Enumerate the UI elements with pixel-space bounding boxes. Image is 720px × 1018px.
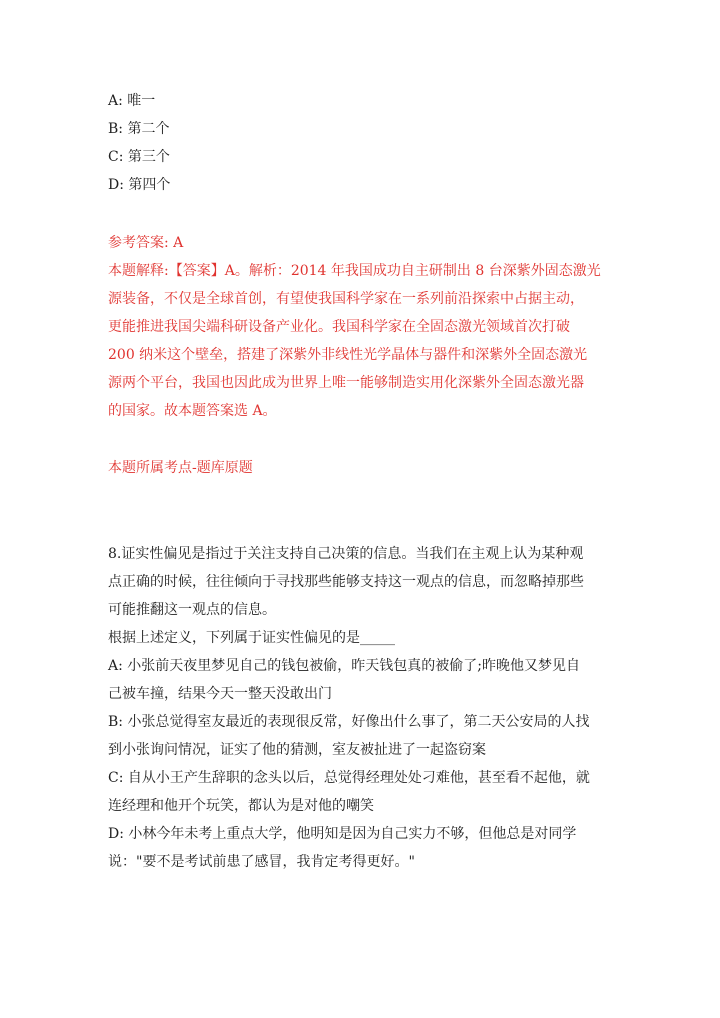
- q7-explanation-line: 本题解释:【答案】A。解析：2014 年我国成功自主研制出 8 台深紫外固态激光: [108, 263, 601, 279]
- q7-option-b: B: 第二个: [108, 121, 170, 137]
- q8-option-a-line: A: 小张前天夜里梦见自己的钱包被偷，昨天钱包真的被偷了;昨晚他又梦见自: [108, 658, 580, 674]
- q7-topic-label: 本题所属考点-题库原题: [108, 460, 253, 476]
- q7-explanation-line: 更能推进我国尖端科研设备产业化。我国科学家在全固态激光领域首次打破: [108, 319, 570, 335]
- q8-section: [108, 540, 608, 876]
- q8-stem-line: 可能推翻这一观点的信息。: [108, 602, 276, 618]
- q7-option-d: D: 第四个: [108, 177, 171, 193]
- q7-reference-answer: 参考答案: A: [108, 235, 184, 251]
- q8-option-c-line: C: 自从小王产生辞职的念头以后，总觉得经理处处刁难他，甚至看不起他，就: [108, 770, 590, 786]
- q7-topic-section: [108, 454, 608, 482]
- q8-stem-line: 点正确的时候，往往倾向于寻找那些能够支持这一观点的信息，而忽略掉那些: [108, 574, 584, 590]
- q7-explanation-line: 200 纳米这个壁垒，搭建了深紫外非线性光学晶体与器件和深紫外全固态激光: [108, 347, 588, 363]
- q7-explanation-line: 的国家。故本题答案选 A。: [108, 403, 277, 419]
- q8-option-a-line: 己被车撞，结果今天一整天没敢出门: [108, 686, 332, 702]
- q8-option-c-line: 连经理和他开个玩笑，都认为是对他的嘲笑: [108, 798, 374, 814]
- q8-option-d-line: D: 小林今年未考上重点大学，他明知是因为自己实力不够，但他总是对同学: [108, 826, 577, 842]
- q7-options: [108, 87, 608, 199]
- q8-stem-line: 8.证实性偏见是指过于关注支持自己决策的信息。当我们在主观上认为某种观: [108, 546, 584, 562]
- q8-option-d-line: 说："要不是考试前患了感冒，我肯定考得更好。": [108, 854, 415, 870]
- q7-answer-section: [108, 229, 608, 425]
- q7-option-c: C: 第三个: [108, 149, 170, 165]
- q8-option-b-line: B: 小张总觉得室友最近的表现很反常，好像出什么事了，第二天公安局的人找: [108, 714, 590, 730]
- q7-explanation-line: 源装备，不仅是全球首创，有望使我国科学家在一系列前沿探索中占据主动，: [108, 291, 584, 307]
- q8-option-b-line: 到小张询问情况，证实了他的猜测，室友被扯进了一起盗窃案: [108, 742, 486, 758]
- q8-prompt-line: 根据上述定义，下列属于证实性偏见的是_____: [108, 630, 395, 646]
- q7-option-a: A: 唯一: [108, 93, 156, 109]
- q7-explanation-line: 源两个平台，我国也因此成为世界上唯一能够制造实用化深紫外全固态激光器: [108, 375, 584, 391]
